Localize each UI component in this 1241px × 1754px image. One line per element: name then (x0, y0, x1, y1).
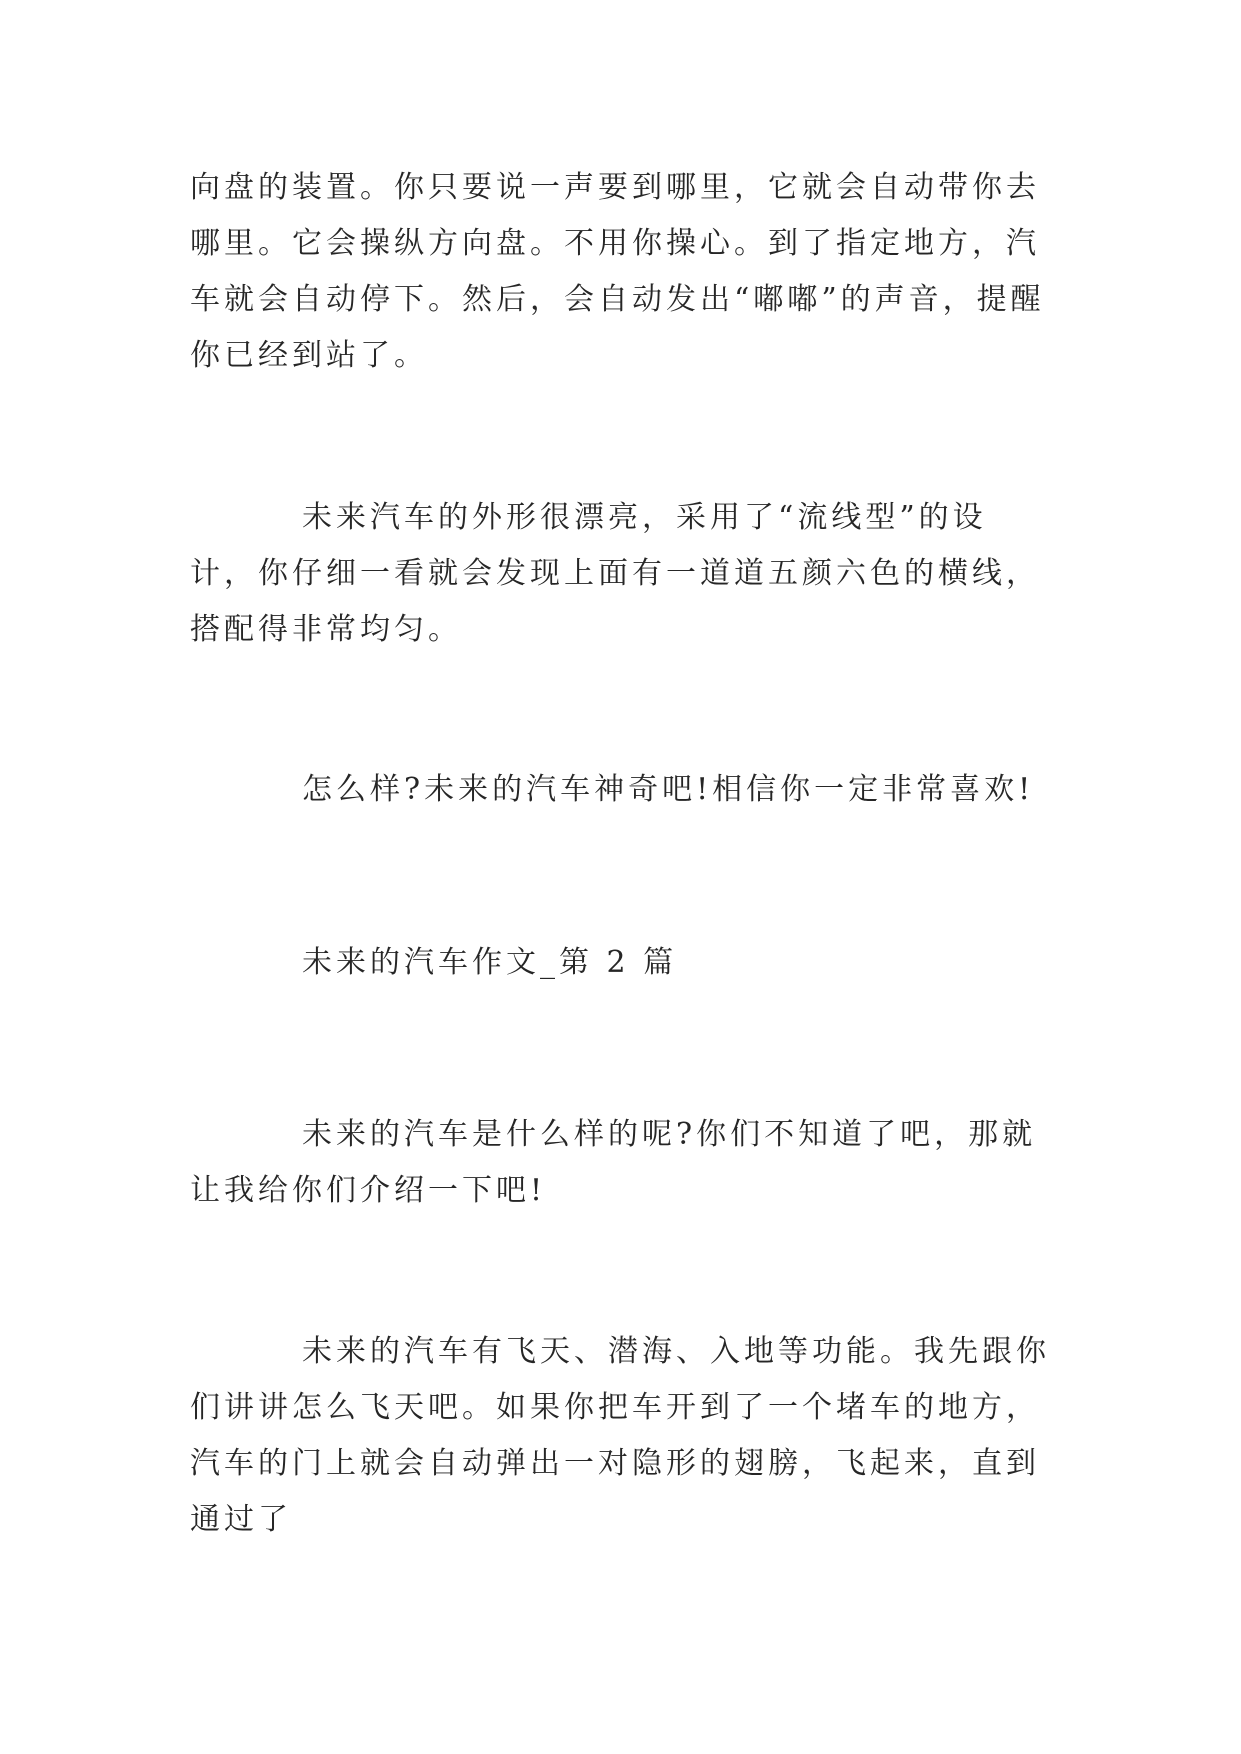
paragraph-continuation: 向盘的装置。你只要说一声要到哪里，它就会自动带你去哪里。它会操纵方向盘。不用你操心。到了指定地方，汽车就会自动停下。然后，会自动发出“嘟嘟”的声音，提醒你已经到站了。 (190, 170, 1045, 373)
paragraph-intro: 未来的汽车是什么样的呢?你们不知道了吧，那就让我给你们介绍一下吧! (190, 1117, 1037, 1208)
paragraph-exterior: 未来汽车的外形很漂亮，采用了“流线型”的设计，你仔细一看就会发现上面有一道道五颜六色的横线，搭配得非常均匀。 (190, 500, 1040, 647)
section-heading: 未来的汽车作文_第 2 篇 (302, 945, 678, 980)
paragraph-functions: 未来的汽车有飞天、潜海、入地等功能。我先跟你们讲讲怎么飞天吧。如果你把车开到了一个堵车的地方，汽车的门上就会自动弹出一对隐形的翅膀，飞起来，直到通过了 (190, 1334, 1050, 1537)
document-body (190, 160, 1052, 1548)
paragraph-conclusion: 怎么样?未来的汽车神奇吧!相信你一定非常喜欢! (302, 772, 1035, 807)
